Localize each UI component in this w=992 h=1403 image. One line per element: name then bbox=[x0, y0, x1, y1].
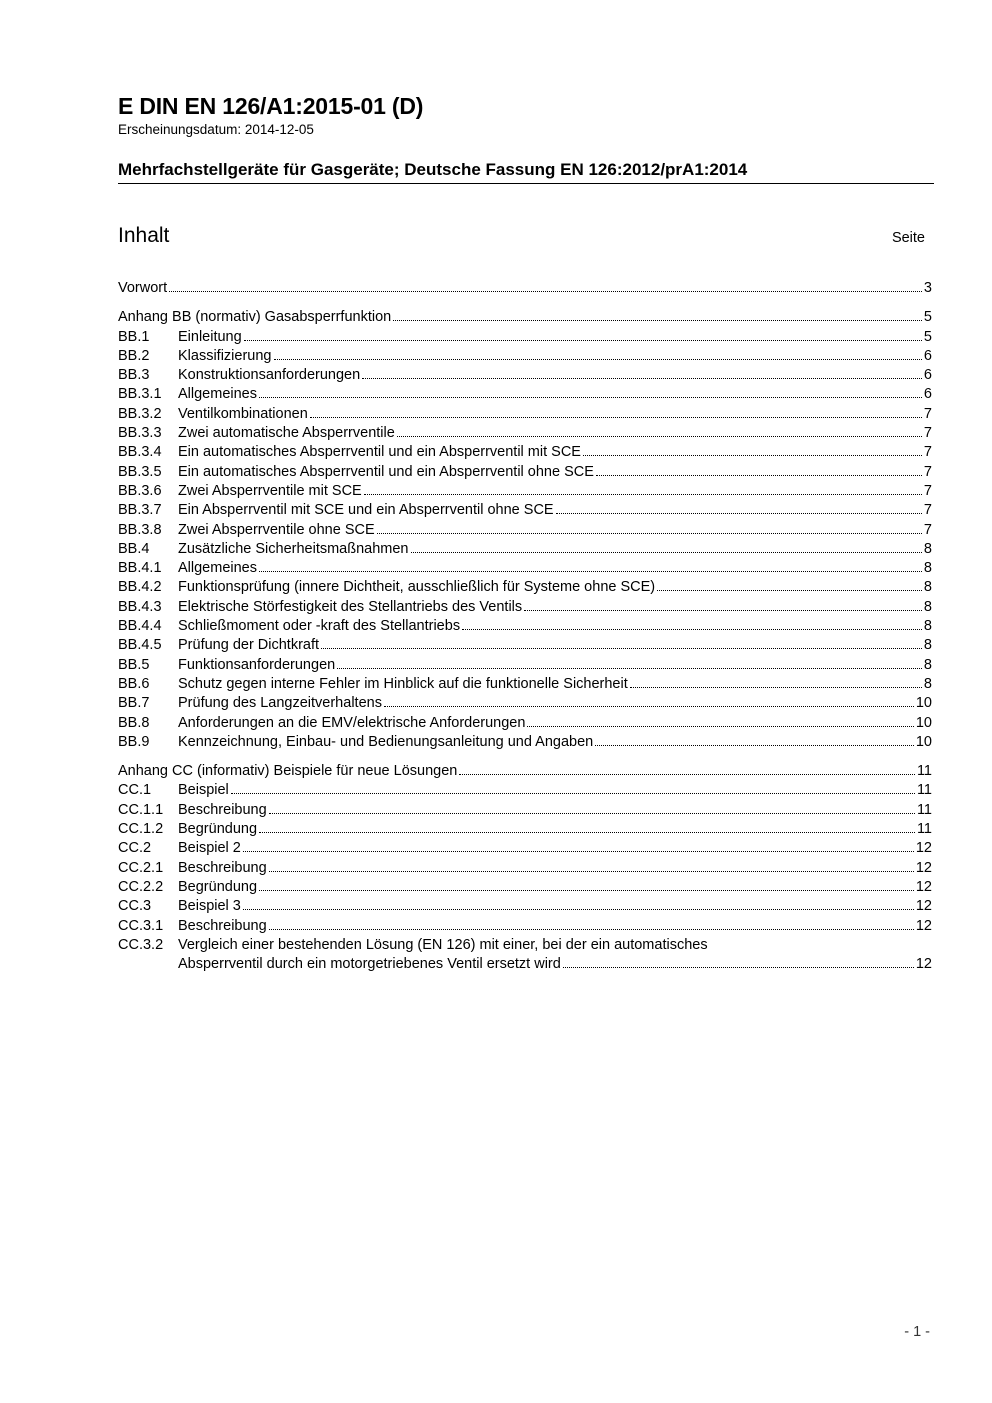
toc-entry-page: 7 bbox=[923, 482, 932, 499]
toc-entry[interactable] bbox=[118, 443, 932, 462]
toc-entry-page: 6 bbox=[923, 386, 932, 403]
toc-entry-page: 8 bbox=[923, 656, 932, 673]
toc-entry[interactable] bbox=[118, 897, 932, 916]
toc-entry-title: Beschreibung bbox=[178, 917, 267, 934]
publication-date: Erscheinungsdatum: 2014-12-05 bbox=[118, 122, 314, 137]
toc-entry-number: CC.1 bbox=[118, 782, 152, 799]
toc-entry[interactable] bbox=[118, 424, 932, 443]
toc-group bbox=[118, 308, 932, 752]
toc-entry-title: Beispiel 2 bbox=[178, 840, 241, 857]
toc-entry-page: 5 bbox=[923, 309, 932, 326]
toc-entry-title: Klassifizierung bbox=[178, 347, 272, 364]
document-subtitle: Mehrfachstellgeräte für Gasgeräte; Deutsche Fassung EN 126:2012/prA1:2014 bbox=[118, 160, 748, 179]
toc-dot-leader bbox=[269, 871, 914, 872]
toc-entry-page: 12 bbox=[915, 840, 932, 857]
table-of-contents bbox=[118, 279, 932, 974]
toc-entry-number: BB.7 bbox=[118, 695, 150, 712]
toc-dot-leader bbox=[583, 455, 922, 456]
toc-entry[interactable] bbox=[118, 501, 932, 520]
toc-entry-title: Prüfung des Langzeitverhaltens bbox=[178, 695, 382, 712]
toc-entry-title: Zusätzliche Sicherheitsmaßnahmen bbox=[178, 540, 409, 557]
toc-entry-number: BB.3.5 bbox=[118, 463, 162, 480]
toc-entry-page: 11 bbox=[916, 782, 932, 799]
toc-entry-page: 7 bbox=[923, 463, 932, 480]
toc-entry-page: 5 bbox=[923, 328, 932, 345]
toc-entry-number: CC.1.2 bbox=[118, 821, 164, 838]
toc-entry-title: Funktionsanforderungen bbox=[178, 656, 336, 673]
toc-dot-leader bbox=[630, 687, 922, 688]
toc-entry-page: 10 bbox=[915, 714, 932, 731]
toc-dot-leader bbox=[657, 590, 922, 591]
toc-entry[interactable] bbox=[118, 675, 932, 694]
toc-entry-page: 6 bbox=[923, 367, 932, 384]
toc-entry-page: 12 bbox=[915, 956, 932, 973]
toc-entry-number: BB.9 bbox=[118, 733, 150, 750]
toc-entry-page: 7 bbox=[923, 502, 932, 519]
toc-dot-leader bbox=[527, 726, 913, 727]
toc-dot-leader bbox=[364, 494, 922, 495]
toc-entry-title-line: Absperrventil durch ein motorgetriebenes Ventil ersetzt wird bbox=[178, 956, 561, 973]
toc-dot-leader bbox=[259, 397, 922, 398]
toc-entry-title: Ein Absperrventil mit SCE und ein Absperrventil ohne SCE bbox=[178, 502, 554, 519]
toc-entry[interactable] bbox=[118, 559, 932, 578]
toc-entry[interactable] bbox=[118, 714, 932, 733]
toc-entry-page: 10 bbox=[915, 695, 932, 712]
toc-entry-number: BB.3.6 bbox=[118, 482, 162, 499]
toc-entry-title: Begründung bbox=[178, 821, 258, 838]
toc-entry[interactable] bbox=[118, 347, 932, 366]
toc-entry-title: Schließmoment oder -kraft des Stellantriebs bbox=[178, 618, 461, 635]
toc-entry-number: CC.2 bbox=[118, 840, 152, 857]
toc-dot-leader bbox=[337, 668, 922, 669]
toc-entry[interactable] bbox=[118, 878, 932, 897]
toc-entry[interactable] bbox=[118, 308, 932, 327]
toc-entry-number: BB.4.5 bbox=[118, 637, 162, 654]
toc-entry-page: 12 bbox=[915, 917, 932, 934]
toc-entry-title: Elektrische Störfestigkeit des Stellantriebs des Ventils bbox=[178, 598, 523, 615]
toc-entry-title: Prüfung der Dichtkraft bbox=[178, 637, 320, 654]
toc-entry[interactable] bbox=[118, 839, 932, 858]
toc-dot-leader bbox=[377, 533, 922, 534]
toc-entry-page: 11 bbox=[916, 821, 932, 838]
toc-dot-leader bbox=[596, 475, 922, 476]
toc-entry-number: BB.2 bbox=[118, 347, 150, 364]
toc-entry-number: BB.4.1 bbox=[118, 560, 162, 577]
toc-entry[interactable] bbox=[118, 328, 932, 347]
toc-entry[interactable] bbox=[118, 540, 932, 559]
toc-entry-title: Allgemeines bbox=[178, 560, 257, 577]
toc-entry-number: BB.4.4 bbox=[118, 618, 162, 635]
toc-entry-number: BB.5 bbox=[118, 656, 150, 673]
toc-entry-page: 3 bbox=[923, 280, 932, 296]
header-divider bbox=[118, 183, 934, 184]
toc-entry-number: BB.3.2 bbox=[118, 405, 162, 422]
toc-entry-title: Schutz gegen interne Fehler im Hinblick auf die funktionelle Sicherheit bbox=[178, 675, 628, 692]
toc-dot-leader bbox=[169, 291, 922, 292]
toc-entry-page: 7 bbox=[923, 444, 932, 461]
toc-entry-page: 10 bbox=[915, 733, 932, 750]
toc-entry[interactable] bbox=[118, 781, 932, 800]
toc-group bbox=[118, 762, 932, 974]
toc-entry-number: BB.4 bbox=[118, 540, 150, 557]
toc-entry[interactable] bbox=[118, 801, 932, 820]
toc-entry-number: BB.3.8 bbox=[118, 521, 162, 538]
toc-entry[interactable] bbox=[118, 859, 932, 878]
toc-group bbox=[118, 279, 932, 298]
toc-dot-leader bbox=[595, 745, 914, 746]
toc-entry-title: Anforderungen an die EMV/elektrische Anforderungen bbox=[178, 714, 526, 731]
toc-dot-leader bbox=[244, 340, 922, 341]
toc-entry-title: Ein automatisches Absperrventil und ein Absperrventil mit SCE bbox=[178, 444, 581, 461]
toc-entry-title: Funktionsprüfung (innere Dichtheit, ausschließlich für Systeme ohne SCE) bbox=[178, 579, 656, 596]
toc-entry-page: 8 bbox=[923, 579, 932, 596]
toc-entry-title: Allgemeines bbox=[178, 386, 257, 403]
toc-entry-title: Kennzeichnung, Einbau- und Bedienungsanleitung und Angaben bbox=[178, 733, 594, 750]
toc-entry-title: Anhang CC (informativ) Beispiele für neue Lösungen bbox=[118, 763, 458, 780]
toc-heading: Inhalt bbox=[118, 224, 170, 247]
toc-dot-leader bbox=[259, 890, 914, 891]
toc-dot-leader bbox=[393, 320, 922, 321]
footer-page-number: - 1 - bbox=[904, 1324, 930, 1340]
toc-dot-leader bbox=[243, 909, 914, 910]
toc-entry[interactable] bbox=[118, 917, 932, 936]
toc-dot-leader bbox=[524, 610, 922, 611]
toc-entry-title: Begründung bbox=[178, 878, 258, 895]
toc-entry-number: BB.6 bbox=[118, 675, 150, 692]
toc-entry-page: 12 bbox=[915, 898, 932, 915]
toc-dot-leader bbox=[231, 793, 915, 794]
toc-dot-leader bbox=[384, 706, 914, 707]
toc-entry[interactable] bbox=[118, 463, 932, 482]
toc-entry-title: Einleitung bbox=[178, 328, 242, 345]
toc-entry[interactable] bbox=[118, 521, 932, 540]
toc-entry-number: BB.3.4 bbox=[118, 444, 162, 461]
toc-dot-leader bbox=[269, 929, 914, 930]
toc-entry-page: 8 bbox=[923, 637, 932, 654]
toc-entry-number: BB.8 bbox=[118, 714, 150, 731]
toc-entry-title-line: Vergleich einer bestehenden Lösung (EN 126) mit einer, bei der ein automatisches bbox=[178, 936, 708, 953]
toc-entry-number: CC.3 bbox=[118, 898, 152, 915]
toc-entry-number: CC.1.1 bbox=[118, 801, 164, 818]
toc-entry-title: Zwei automatische Absperrventile bbox=[178, 425, 395, 442]
toc-entry-page: 8 bbox=[923, 675, 932, 692]
toc-dot-leader bbox=[321, 648, 922, 649]
toc-entry-page: 7 bbox=[923, 521, 932, 538]
toc-entry[interactable] bbox=[118, 820, 932, 839]
toc-entry-title: Vorwort bbox=[118, 280, 168, 296]
toc-entry-title: Zwei Absperrventile ohne SCE bbox=[178, 521, 375, 538]
toc-entry-page: 8 bbox=[923, 540, 932, 557]
toc-entry[interactable] bbox=[118, 405, 932, 424]
toc-entry[interactable] bbox=[118, 762, 932, 781]
toc-dot-leader bbox=[556, 513, 922, 514]
toc-entry-page: 12 bbox=[915, 859, 932, 876]
toc-entry-number: BB.3.7 bbox=[118, 502, 162, 519]
toc-dot-leader bbox=[274, 359, 922, 360]
toc-entry[interactable] bbox=[118, 617, 932, 636]
toc-dot-leader bbox=[259, 571, 922, 572]
toc-entry-title bbox=[178, 936, 916, 975]
toc-entry[interactable] bbox=[118, 636, 932, 655]
toc-entry-page: 8 bbox=[923, 598, 932, 615]
toc-dot-leader bbox=[462, 629, 922, 630]
toc-entry-number: CC.2.1 bbox=[118, 859, 164, 876]
toc-entry[interactable] bbox=[118, 366, 932, 385]
toc-entry-title: Ventilkombinationen bbox=[178, 405, 308, 422]
toc-dot-leader bbox=[362, 378, 922, 379]
toc-entry-number: BB.3.1 bbox=[118, 386, 162, 403]
toc-entry-title: Beschreibung bbox=[178, 801, 267, 818]
toc-entry[interactable] bbox=[118, 936, 932, 975]
toc-dot-leader bbox=[269, 813, 915, 814]
toc-entry-title: Beispiel 3 bbox=[178, 898, 241, 915]
toc-entry-title: Zwei Absperrventile mit SCE bbox=[178, 482, 362, 499]
toc-entry-page: 11 bbox=[916, 801, 932, 818]
toc-dot-leader bbox=[397, 436, 922, 437]
toc-dot-leader bbox=[243, 851, 914, 852]
toc-entry-title: Konstruktionsanforderungen bbox=[178, 367, 361, 384]
toc-entry-number: BB.4.3 bbox=[118, 598, 162, 615]
toc-entry-number: BB.1 bbox=[118, 328, 150, 345]
toc-entry-page: 7 bbox=[923, 425, 932, 442]
toc-entry-page: 8 bbox=[923, 560, 932, 577]
toc-entry-number: BB.3 bbox=[118, 367, 150, 384]
toc-entry-title: Beispiel bbox=[178, 782, 229, 799]
toc-dot-leader bbox=[259, 832, 915, 833]
toc-entry-page: 12 bbox=[915, 878, 932, 895]
toc-entry-page: 8 bbox=[923, 618, 932, 635]
toc-entry[interactable] bbox=[118, 385, 932, 404]
toc-entry-title: Beschreibung bbox=[178, 859, 267, 876]
toc-entry-number: CC.3.1 bbox=[118, 917, 164, 934]
toc-entry[interactable] bbox=[118, 694, 932, 713]
toc-entry-number: BB.4.2 bbox=[118, 579, 162, 596]
toc-entry-number: BB.3.3 bbox=[118, 425, 162, 442]
toc-entry[interactable] bbox=[118, 598, 932, 617]
toc-dot-leader bbox=[459, 774, 915, 775]
toc-entry-page: 11 bbox=[916, 763, 932, 780]
toc-dot-leader bbox=[411, 552, 922, 553]
toc-entry-number: CC.3.2 bbox=[118, 936, 164, 953]
toc-entry[interactable] bbox=[118, 656, 932, 675]
toc-entry[interactable] bbox=[118, 482, 932, 501]
toc-entry-title: Ein automatisches Absperrventil und ein Absperrventil ohne SCE bbox=[178, 463, 594, 480]
toc-dot-leader bbox=[310, 417, 922, 418]
toc-entry[interactable] bbox=[118, 279, 932, 298]
toc-entry-number: CC.2.2 bbox=[118, 878, 164, 895]
toc-entry-title: Anhang BB (normativ) Gasabsperrfunktion bbox=[118, 309, 392, 326]
toc-entry-page: 7 bbox=[923, 405, 932, 422]
toc-page-column-label: Seite bbox=[891, 230, 925, 246]
toc-dot-leader bbox=[563, 967, 914, 968]
toc-entry-page: 6 bbox=[923, 347, 932, 364]
toc-entry[interactable] bbox=[118, 578, 932, 597]
document-id: E DIN EN 126/A1:2015-01 (D) bbox=[118, 93, 424, 119]
toc-entry[interactable] bbox=[118, 733, 932, 752]
